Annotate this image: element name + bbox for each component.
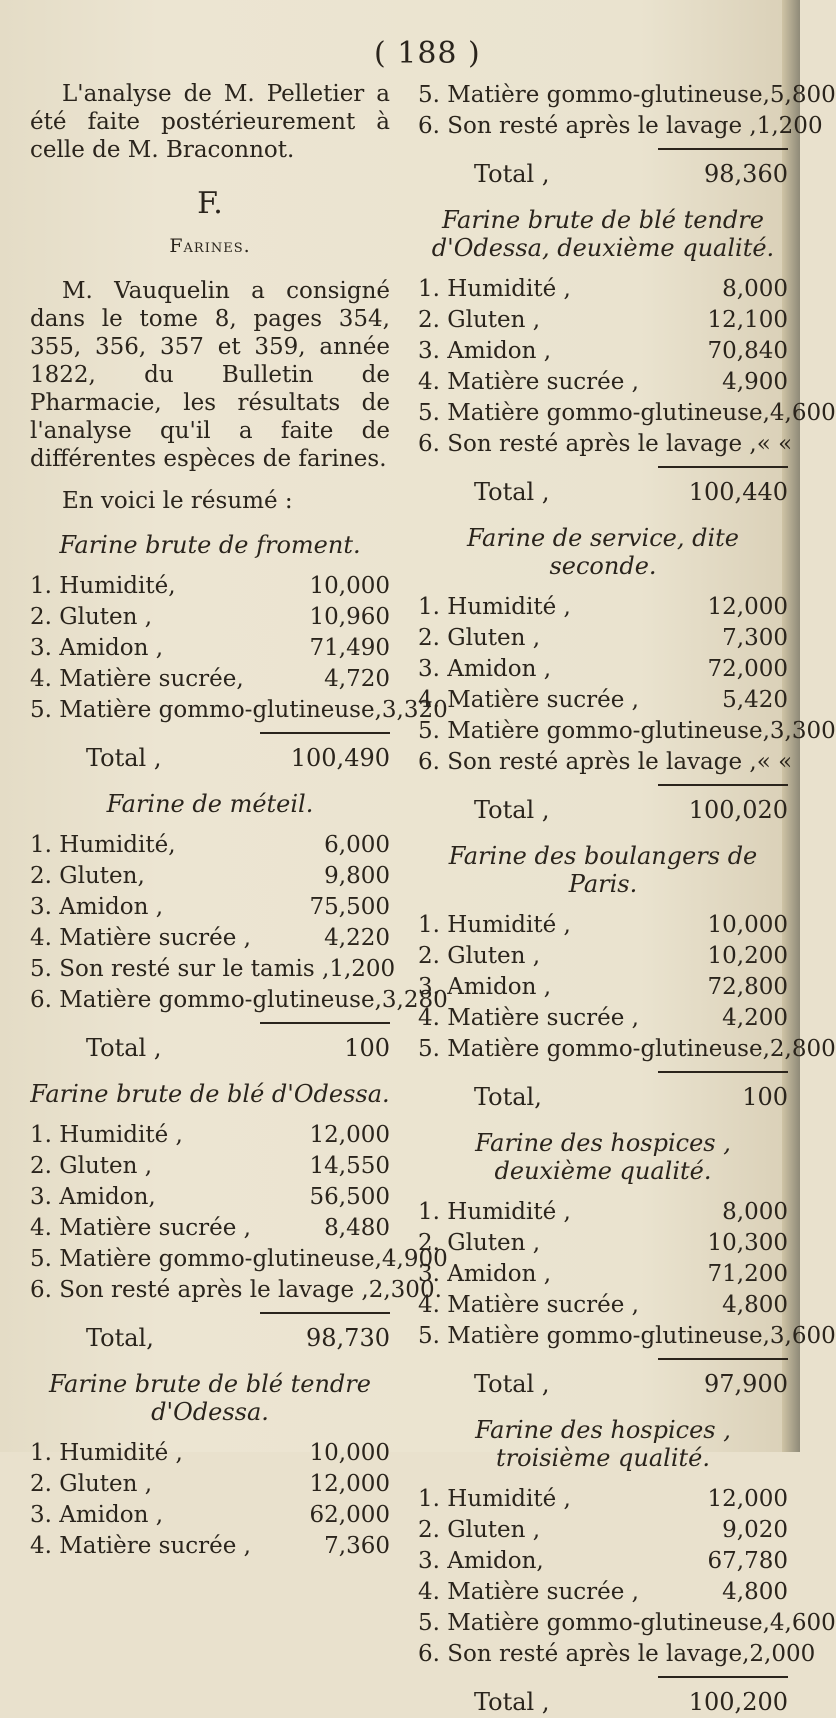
row-value: 3,300 — [769, 718, 836, 744]
table-row — [30, 985, 448, 1016]
row-value: 72,800 — [707, 974, 788, 1000]
table-row — [30, 1500, 390, 1531]
row-value: 8,480 — [324, 1215, 390, 1241]
table-row — [30, 923, 390, 954]
row-item: 4. Matière sucrée , — [418, 369, 639, 395]
table-row — [418, 941, 788, 972]
row-value: 12,000 — [309, 1122, 390, 1148]
table-heading: Farine brute de blé d'Odessa. — [30, 1080, 390, 1108]
table-farine-meteil — [30, 790, 448, 1064]
row-item: 3. Amidon , — [418, 656, 552, 682]
table-row — [30, 892, 390, 923]
table-heading: Farine brute de blé tendre d'Odessa. — [49, 1370, 371, 1426]
row-value: 6,000 — [324, 832, 390, 858]
row-item: 6. Son resté après le lavage , — [418, 749, 757, 775]
table-total — [418, 476, 788, 508]
table-total — [418, 1686, 788, 1718]
row-item: 6. Son resté après le lavage, — [418, 1641, 750, 1667]
row-value: 4,720 — [324, 666, 390, 692]
table-row — [418, 367, 788, 398]
row-value: 4,800 — [722, 1292, 788, 1318]
row-value: 10,960 — [309, 604, 390, 630]
table-heading: Farine brute de froment. — [59, 531, 361, 559]
table-row — [418, 305, 788, 336]
row-item: 4. Matière sucrée , — [30, 1215, 251, 1241]
total-value: 100 — [344, 1034, 390, 1062]
total-value: 100,020 — [688, 796, 788, 824]
row-item: 3. Amidon , — [30, 1502, 164, 1528]
total-rule — [260, 1312, 390, 1314]
row-value: 10,300 — [707, 1230, 788, 1256]
table-row — [418, 1197, 788, 1228]
row-value: 10,000 — [309, 573, 390, 599]
table-farine-tendre-odessa — [30, 1370, 390, 1562]
table-row — [418, 592, 788, 623]
total-rule — [658, 466, 788, 468]
total-rule — [658, 1071, 788, 1073]
table-row — [30, 861, 390, 892]
row-value: 10,200 — [707, 943, 788, 969]
table-row — [418, 1003, 788, 1034]
row-item: 3. Amidon, — [418, 1548, 544, 1574]
row-item: 2. Gluten , — [30, 1471, 153, 1497]
right-column — [418, 80, 836, 1718]
table-row — [418, 747, 793, 778]
table-row — [30, 1182, 390, 1213]
row-value: 3,280 — [381, 987, 448, 1013]
total-label: Total , — [86, 744, 162, 772]
table-farine-service — [418, 524, 836, 826]
left-column — [30, 80, 448, 1562]
section-letter: F. — [197, 186, 223, 221]
table-row — [418, 1321, 836, 1352]
row-item: 3. Amidon , — [418, 338, 552, 364]
row-value: « « — [756, 749, 793, 775]
row-item: 5. Matière gommo-glutineuse, — [30, 1246, 382, 1272]
row-value: 62,000 — [309, 1502, 390, 1528]
table-row — [30, 571, 390, 602]
table-total — [30, 742, 390, 774]
row-item: 2. Gluten , — [30, 1153, 153, 1179]
table-row — [418, 1484, 788, 1515]
row-item: 3. Amidon , — [30, 635, 164, 661]
row-value: 71,200 — [707, 1261, 788, 1287]
total-value: 100,200 — [688, 1688, 788, 1716]
paragraph-vauquelin: M. Vauquelin a consigné dans le tome 8, pages 354, 355, 356, 357 et 359, année 1822, du Bulletin de Pharmacie, les résultats de l'analyse qu'il a faite de différentes espèces de farines. — [30, 278, 390, 472]
row-item: 2. Gluten , — [30, 604, 153, 630]
table-row — [418, 910, 788, 941]
table-total — [30, 1032, 390, 1064]
table-row — [418, 1515, 788, 1546]
table-row — [418, 716, 836, 747]
table-row — [30, 602, 390, 633]
table-odessa-deuxieme — [418, 206, 836, 508]
table-row — [418, 1546, 788, 1577]
row-item: 6. Son resté après le lavage , — [418, 431, 757, 457]
row-value: 8,000 — [722, 276, 788, 302]
row-value: 12,000 — [707, 594, 788, 620]
row-item: 1. Humidité , — [30, 1122, 183, 1148]
table-row — [30, 954, 396, 985]
table-row — [30, 1438, 390, 1469]
row-value: 12,000 — [707, 1486, 788, 1512]
total-label: Total , — [474, 160, 550, 188]
row-value: 72,000 — [707, 656, 788, 682]
row-value: 9,800 — [324, 863, 390, 889]
total-label: Total , — [474, 1688, 550, 1716]
table-heading: Farine des boulangers de Paris. — [448, 842, 758, 898]
table-total — [418, 794, 788, 826]
row-value: 4,800 — [722, 1579, 788, 1605]
row-item: 4. Matière sucrée , — [30, 925, 251, 951]
table-total — [418, 158, 788, 190]
total-label: Total , — [474, 478, 550, 506]
table-farine-odessa — [30, 1080, 448, 1354]
row-value: 8,000 — [722, 1199, 788, 1225]
row-item: 3. Amidon , — [30, 894, 164, 920]
row-item: 4. Matière sucrée , — [30, 1533, 251, 1559]
row-item: 3. Amidon, — [30, 1184, 156, 1210]
table-heading: Farine des hospices , deuxième qualité. — [475, 1129, 731, 1185]
row-value: 56,500 — [309, 1184, 390, 1210]
table-row — [30, 664, 390, 695]
row-value: 4,600 — [769, 400, 836, 426]
row-item: 5. Matière gommo-glutineuse, — [418, 1323, 770, 1349]
row-value: 12,100 — [707, 307, 788, 333]
page-number: ( 188 ) — [374, 36, 481, 71]
table-row — [30, 1275, 442, 1306]
table-farine-froment — [30, 531, 448, 774]
row-item: 2. Gluten , — [418, 943, 541, 969]
row-value: 7,300 — [722, 625, 788, 651]
table-row — [418, 1577, 788, 1608]
row-item: 5. Matière gommo-glutineuse, — [418, 82, 770, 108]
row-item: 5. Matière gommo-glutineuse, — [30, 697, 382, 723]
total-rule — [260, 732, 390, 734]
row-item: 4. Matière sucrée , — [418, 687, 639, 713]
row-item: 2. Gluten , — [418, 1517, 541, 1543]
total-value: 97,900 — [704, 1370, 788, 1398]
row-item: 5. Matière gommo-glutineuse, — [418, 1610, 770, 1636]
row-value: 4,200 — [722, 1005, 788, 1031]
row-value: 4,220 — [324, 925, 390, 951]
row-item: 4. Matière sucrée , — [418, 1579, 639, 1605]
total-value: 100 — [742, 1083, 788, 1111]
row-value: 12,000 — [309, 1471, 390, 1497]
row-item: 2. Gluten , — [418, 1230, 541, 1256]
row-item: 1. Humidité , — [418, 276, 571, 302]
table-row — [30, 633, 390, 664]
total-rule — [658, 1676, 788, 1678]
table-heading: Farine de méteil. — [106, 790, 314, 818]
table-row — [418, 1034, 836, 1065]
table-total — [30, 1322, 390, 1354]
table-total — [418, 1368, 788, 1400]
row-item: 6. Son resté après le lavage , — [418, 113, 757, 139]
total-rule — [658, 784, 788, 786]
table-row — [418, 972, 788, 1003]
row-value: 75,500 — [309, 894, 390, 920]
table-total — [418, 1081, 788, 1113]
row-item: 5. Matière gommo-glutineuse, — [418, 718, 770, 744]
row-value: 10,000 — [309, 1440, 390, 1466]
table-hospices-deuxieme — [418, 1129, 836, 1400]
row-item: 1. Humidité , — [30, 1440, 183, 1466]
row-value: 71,490 — [309, 635, 390, 661]
row-value: 10,000 — [707, 912, 788, 938]
total-label: Total, — [86, 1324, 154, 1352]
table-row — [418, 1639, 816, 1670]
table-row — [418, 336, 788, 367]
total-label: Total , — [474, 796, 550, 824]
row-value: 3,600 — [769, 1323, 836, 1349]
table-row — [418, 1608, 836, 1639]
total-rule — [658, 148, 788, 150]
table-row — [418, 654, 788, 685]
row-value: 5,420 — [722, 687, 788, 713]
row-value: 2,000 — [749, 1641, 816, 1667]
row-item: 4. Matière sucrée, — [30, 666, 244, 692]
row-value: 1,200 — [756, 113, 823, 139]
table-row — [30, 1213, 390, 1244]
row-item: 1. Humidité, — [30, 832, 176, 858]
table-row — [418, 1259, 788, 1290]
intro-paragraph: L'analyse de M. Pelletier a été faite postérieurement à celle de M. Braconnot. — [30, 81, 390, 163]
row-item: 1. Humidité , — [418, 912, 571, 938]
table-row — [418, 80, 836, 111]
row-item: 2. Gluten, — [30, 863, 145, 889]
row-item: 3. Amidon , — [418, 1261, 552, 1287]
row-value: 4,600 — [769, 1610, 836, 1636]
row-item: 2. Gluten , — [418, 625, 541, 651]
table-row — [418, 274, 788, 305]
row-item: 5. Matière gommo-glutineuse, — [418, 400, 770, 426]
row-item: 2. Gluten , — [418, 307, 541, 333]
row-item: 6. Matière gommo-glutineuse, — [30, 987, 382, 1013]
table-row — [30, 830, 390, 861]
table-row — [418, 623, 788, 654]
row-value: « « — [756, 431, 793, 457]
row-value: 2,300. — [368, 1277, 442, 1303]
table-row — [418, 429, 793, 460]
table-row — [30, 1244, 448, 1275]
table-row — [418, 685, 788, 716]
table-farine-boulangers — [418, 842, 836, 1113]
table-row — [418, 111, 823, 142]
table-heading: Farine des hospices , troisième qualité. — [475, 1416, 731, 1472]
total-value: 98,730 — [306, 1324, 390, 1352]
total-value: 100,440 — [688, 478, 788, 506]
row-value: 3,320 — [381, 697, 448, 723]
row-item: 4. Matière sucrée , — [418, 1005, 639, 1031]
row-value: 7,360 — [324, 1533, 390, 1559]
row-item: 6. Son resté après le lavage , — [30, 1277, 369, 1303]
table-hospices-troisieme — [418, 1416, 836, 1718]
table-row — [30, 1531, 390, 1562]
row-item: 5. Son resté sur le tamis , — [30, 956, 330, 982]
row-value: 1,200 — [329, 956, 396, 982]
section-title: Farines. — [169, 235, 251, 257]
row-item: 3. Amidon , — [418, 974, 552, 1000]
row-value: 2,800 — [769, 1036, 836, 1062]
paragraph-resume: En voici le résumé : — [62, 488, 293, 514]
table-row — [418, 1290, 788, 1321]
row-item: 1. Humidité , — [418, 594, 571, 620]
row-value: 14,550 — [309, 1153, 390, 1179]
total-value: 100,490 — [290, 744, 390, 772]
total-rule — [658, 1358, 788, 1360]
row-value: 5,800 — [769, 82, 836, 108]
row-item: 1. Humidité , — [418, 1199, 571, 1225]
row-value: 9,020 — [722, 1517, 788, 1543]
table-row — [418, 1228, 788, 1259]
table-row — [30, 1469, 390, 1500]
row-item: 1. Humidité , — [418, 1486, 571, 1512]
total-rule — [260, 1022, 390, 1024]
table-heading: Farine de service, dite seconde. — [467, 524, 739, 580]
row-value: 70,840 — [707, 338, 788, 364]
total-label: Total , — [86, 1034, 162, 1062]
row-item: 5. Matière gommo-glutineuse, — [418, 1036, 770, 1062]
row-item: 4. Matière sucrée , — [418, 1292, 639, 1318]
row-item: 1. Humidité, — [30, 573, 176, 599]
row-value: 4,900 — [381, 1246, 448, 1272]
table-row — [30, 1120, 390, 1151]
table-row — [418, 398, 836, 429]
total-label: Total, — [474, 1083, 542, 1111]
total-label: Total , — [474, 1370, 550, 1398]
row-value: 4,900 — [722, 369, 788, 395]
total-value: 98,360 — [704, 160, 788, 188]
table-row — [30, 695, 448, 726]
table-heading: Farine brute de blé tendre d'Odessa, deuxième qualité. — [431, 206, 775, 262]
row-value: 67,780 — [707, 1548, 788, 1574]
table-row — [30, 1151, 390, 1182]
